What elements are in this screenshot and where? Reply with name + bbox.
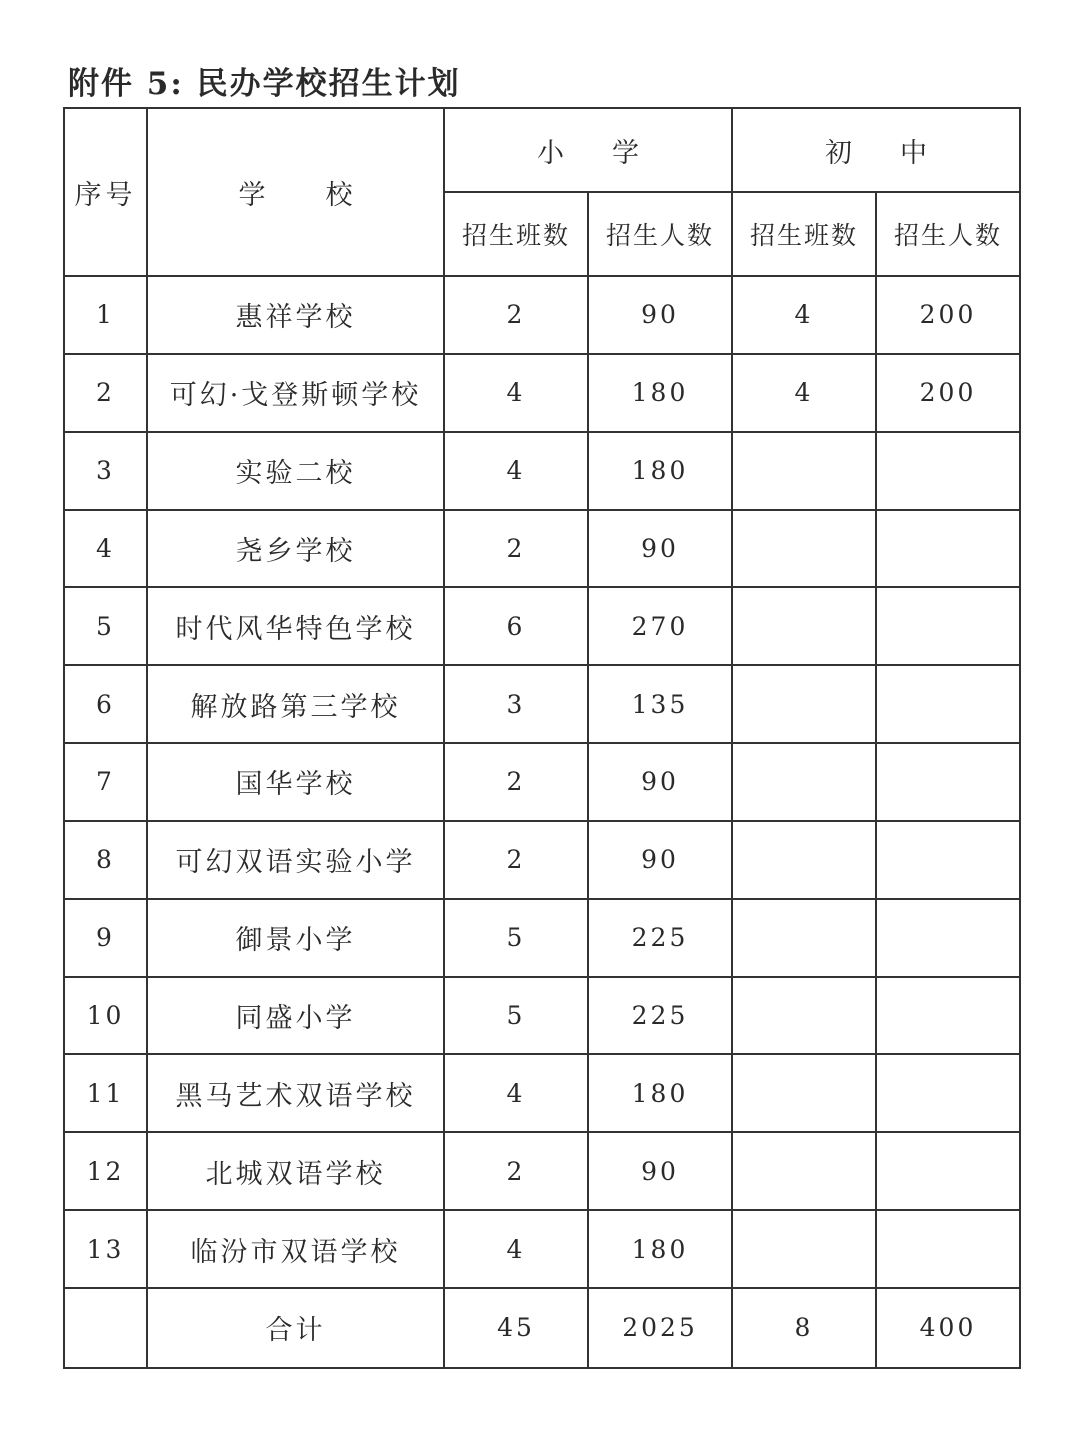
row-junior-students xyxy=(876,1132,1020,1210)
table-row xyxy=(64,510,1020,588)
row-junior-students xyxy=(876,510,1020,588)
row-junior-students xyxy=(876,1210,1020,1288)
row-junior-classes xyxy=(732,1210,876,1288)
row-primary-students: 90 xyxy=(588,1132,732,1210)
row-junior-classes xyxy=(732,1132,876,1210)
row-junior-classes: 4 xyxy=(732,354,876,432)
row-junior-students xyxy=(876,1054,1020,1132)
row-primary-students: 90 xyxy=(588,821,732,899)
row-primary-students: 225 xyxy=(588,977,732,1055)
header-junior: 初中 xyxy=(732,108,1020,192)
header-row-top xyxy=(64,108,1020,192)
row-junior-classes xyxy=(732,587,876,665)
row-junior-students xyxy=(876,899,1020,977)
row-junior-students xyxy=(876,821,1020,899)
row-no: 11 xyxy=(64,1054,147,1132)
header-primary-students: 招生人数 xyxy=(588,192,732,276)
table-row xyxy=(64,432,1020,510)
row-school: 惠祥学校 xyxy=(147,276,444,354)
row-junior-classes: 4 xyxy=(732,276,876,354)
row-primary-classes: 2 xyxy=(444,276,588,354)
header-school: 学校 xyxy=(147,108,444,276)
row-school: 实验二校 xyxy=(147,432,444,510)
row-primary-students: 90 xyxy=(588,510,732,588)
header-no: 序号 xyxy=(64,108,147,276)
header-junior-classes: 招生班数 xyxy=(732,192,876,276)
row-no: 9 xyxy=(64,899,147,977)
row-school: 黑马艺术双语学校 xyxy=(147,1054,444,1132)
row-no: 13 xyxy=(64,1210,147,1288)
row-no: 7 xyxy=(64,743,147,821)
row-junior-students: 200 xyxy=(876,354,1020,432)
table-row xyxy=(64,587,1020,665)
table-row xyxy=(64,1210,1020,1288)
row-school: 时代风华特色学校 xyxy=(147,587,444,665)
row-no: 12 xyxy=(64,1132,147,1210)
row-no: 3 xyxy=(64,432,147,510)
total-primary-classes: 45 xyxy=(444,1288,588,1368)
row-primary-classes: 4 xyxy=(444,354,588,432)
row-junior-classes xyxy=(732,743,876,821)
row-primary-students: 180 xyxy=(588,354,732,432)
row-primary-students: 180 xyxy=(588,432,732,510)
row-primary-students: 180 xyxy=(588,1210,732,1288)
row-school: 尧乡学校 xyxy=(147,510,444,588)
document-title: 附件 5: 民办学校招生计划 xyxy=(68,66,461,102)
row-primary-classes: 4 xyxy=(444,1054,588,1132)
row-junior-classes xyxy=(732,977,876,1055)
row-school: 北城双语学校 xyxy=(147,1132,444,1210)
row-junior-classes xyxy=(732,821,876,899)
enrollment-plan-table xyxy=(63,107,1021,1369)
row-primary-students: 90 xyxy=(588,743,732,821)
row-no: 4 xyxy=(64,510,147,588)
row-primary-classes: 2 xyxy=(444,821,588,899)
table-row xyxy=(64,899,1020,977)
row-junior-students: 200 xyxy=(876,276,1020,354)
table-row xyxy=(64,821,1020,899)
table-row xyxy=(64,276,1020,354)
row-junior-students xyxy=(876,977,1020,1055)
row-school: 解放路第三学校 xyxy=(147,665,444,743)
row-school: 临汾市双语学校 xyxy=(147,1210,444,1288)
row-no: 1 xyxy=(64,276,147,354)
row-no: 6 xyxy=(64,665,147,743)
row-school: 可幻·戈登斯顿学校 xyxy=(147,354,444,432)
header-junior-students: 招生人数 xyxy=(876,192,1020,276)
total-primary-students: 2025 xyxy=(588,1288,732,1368)
row-junior-classes xyxy=(732,432,876,510)
table-row xyxy=(64,665,1020,743)
row-junior-students xyxy=(876,743,1020,821)
row-primary-classes: 5 xyxy=(444,977,588,1055)
row-junior-classes xyxy=(732,510,876,588)
row-junior-classes xyxy=(732,899,876,977)
row-school: 同盛小学 xyxy=(147,977,444,1055)
row-school: 国华学校 xyxy=(147,743,444,821)
row-no: 10 xyxy=(64,977,147,1055)
row-junior-classes xyxy=(732,1054,876,1132)
row-primary-students: 180 xyxy=(588,1054,732,1132)
header-primary-classes: 招生班数 xyxy=(444,192,588,276)
row-junior-students xyxy=(876,665,1020,743)
table-row xyxy=(64,977,1020,1055)
row-primary-classes: 2 xyxy=(444,1132,588,1210)
row-junior-students xyxy=(876,587,1020,665)
row-primary-classes: 5 xyxy=(444,899,588,977)
total-junior-students: 400 xyxy=(876,1288,1020,1368)
table-row xyxy=(64,354,1020,432)
row-primary-students: 225 xyxy=(588,899,732,977)
row-primary-classes: 2 xyxy=(444,743,588,821)
header-primary: 小学 xyxy=(444,108,732,192)
total-junior-classes: 8 xyxy=(732,1288,876,1368)
row-primary-classes: 3 xyxy=(444,665,588,743)
row-primary-students: 270 xyxy=(588,587,732,665)
row-primary-students: 135 xyxy=(588,665,732,743)
row-school: 御景小学 xyxy=(147,899,444,977)
table-row xyxy=(64,1054,1020,1132)
row-school: 可幻双语实验小学 xyxy=(147,821,444,899)
row-primary-classes: 6 xyxy=(444,587,588,665)
row-primary-classes: 4 xyxy=(444,432,588,510)
row-no: 5 xyxy=(64,587,147,665)
total-row xyxy=(64,1288,1020,1368)
row-junior-students xyxy=(876,432,1020,510)
table-row xyxy=(64,1132,1020,1210)
row-primary-students: 90 xyxy=(588,276,732,354)
row-junior-classes xyxy=(732,665,876,743)
table-row xyxy=(64,743,1020,821)
row-no: 8 xyxy=(64,821,147,899)
total-label: 合计 xyxy=(147,1288,444,1368)
total-no xyxy=(64,1288,147,1368)
row-primary-classes: 4 xyxy=(444,1210,588,1288)
row-primary-classes: 2 xyxy=(444,510,588,588)
row-no: 2 xyxy=(64,354,147,432)
